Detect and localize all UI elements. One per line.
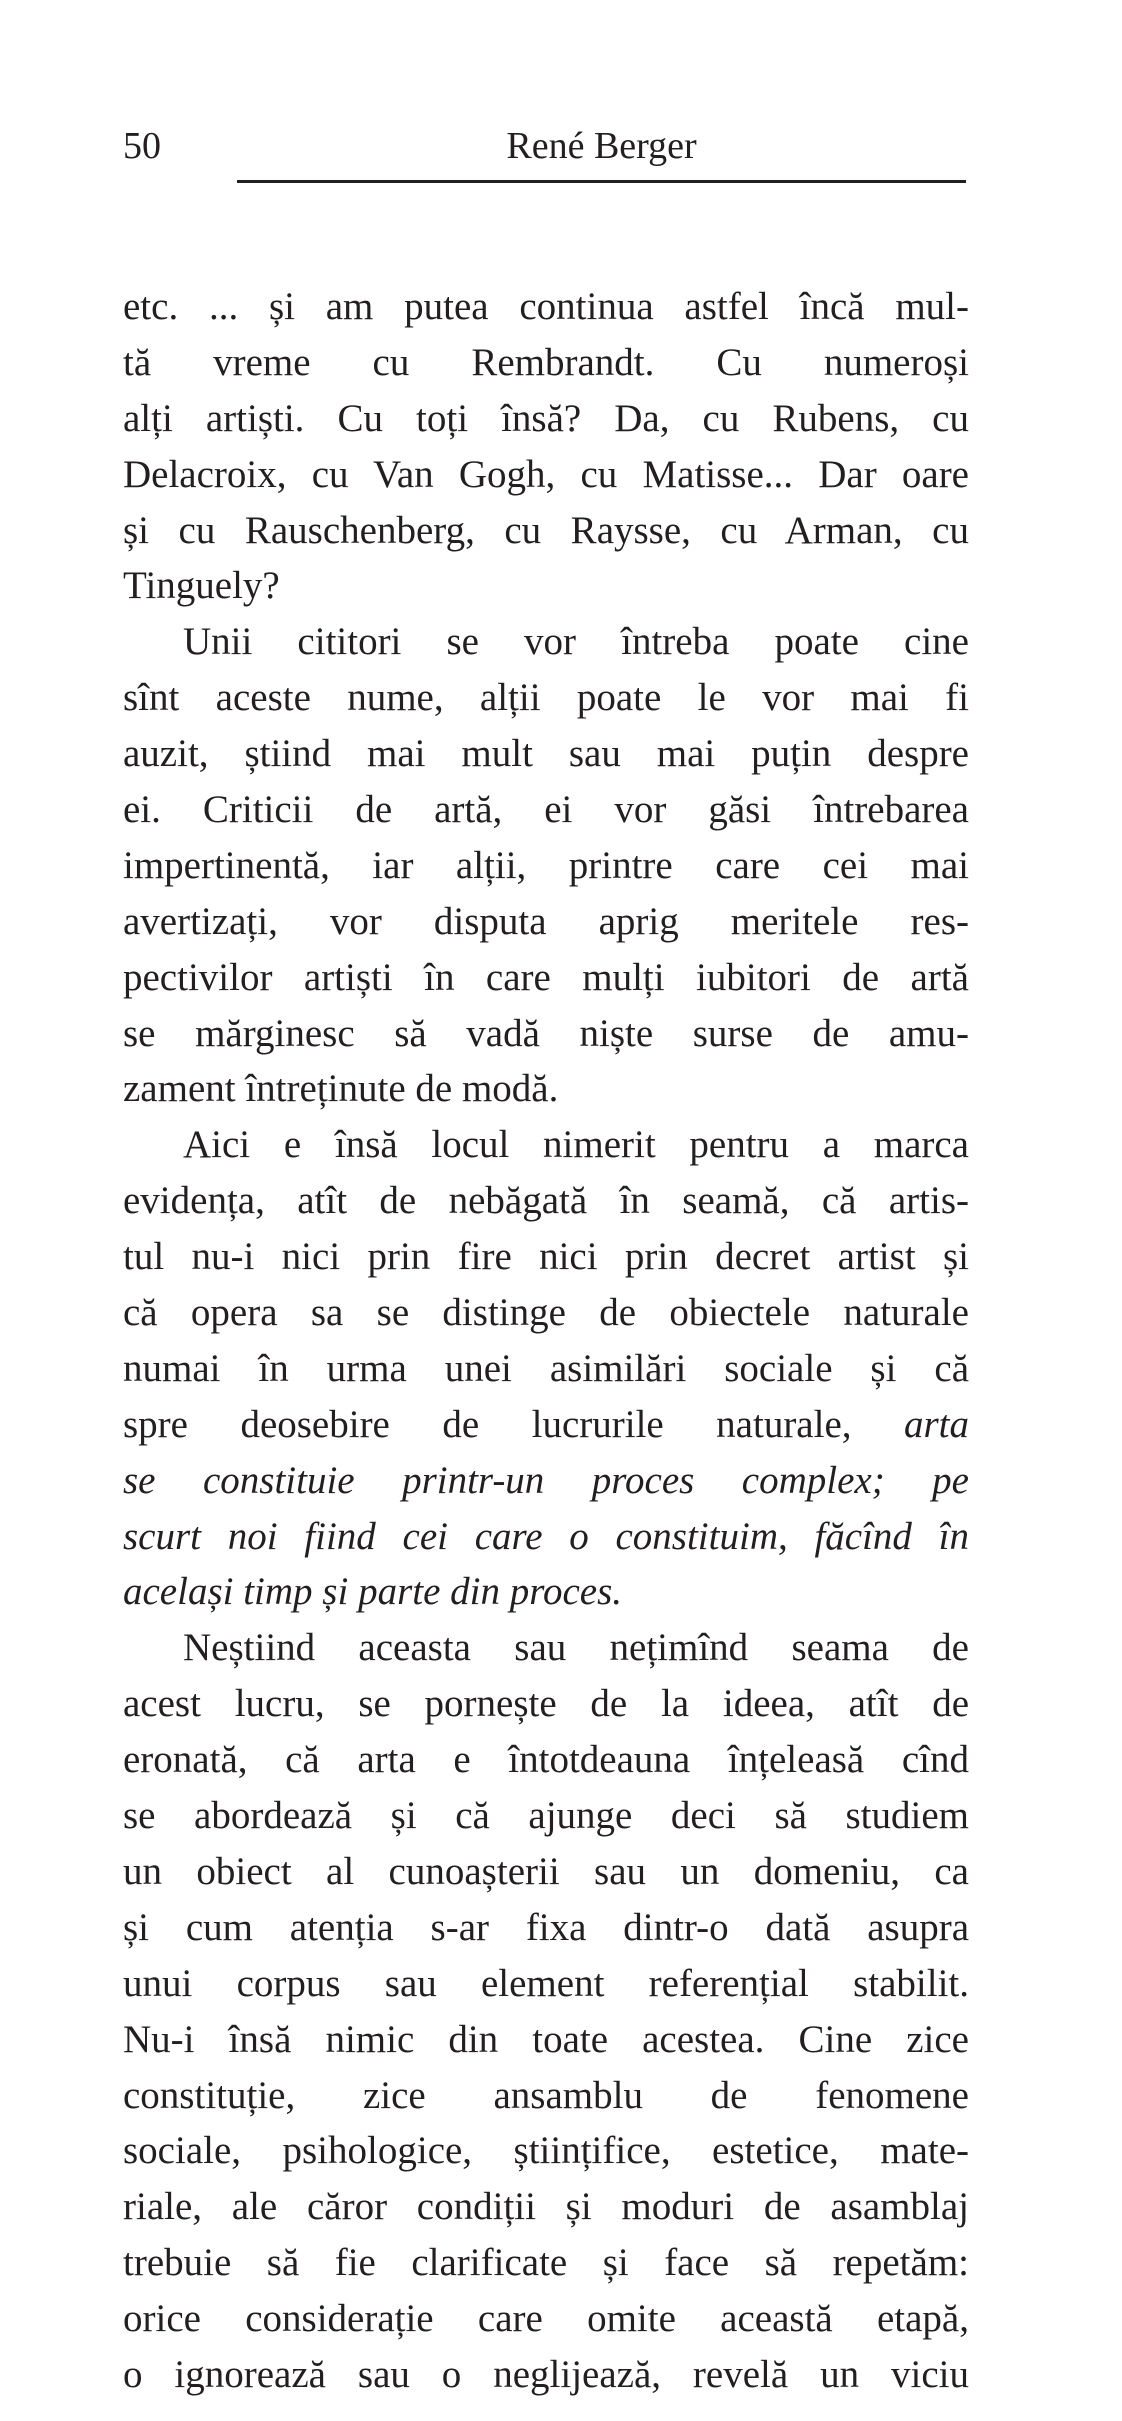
text-segment: se abordează și că ajunge deci să studiem (123, 1794, 969, 1838)
text-line (123, 894, 969, 950)
text-segment: auzit, știind mai mult sau mai puțin despre (123, 732, 969, 776)
text-segment: eronată, că arta e întotdeauna înțeleasă cînd (123, 1738, 969, 1782)
text-segment: Unii cititori se vor întreba poate cine (183, 620, 969, 664)
text-segment: Nu-i însă nimic din toate acestea. Cine zice (123, 2017, 969, 2061)
text-segment: trebuie să fie clarificate și face să repetăm: (123, 2241, 969, 2285)
text-line (123, 614, 969, 670)
page-number: 50 (123, 125, 161, 167)
text-segment: sociale, psihologice, științifice, estetice, mate- (123, 2129, 969, 2173)
text-segment: alți artiști. Cu toți însă? Da, cu Rubens, cu (123, 396, 969, 440)
text-line (123, 1620, 969, 1676)
text-segment: tul nu-i nici prin fire nici prin decret artist și (123, 1235, 969, 1279)
text-line (123, 1006, 969, 1062)
text-line (123, 1341, 969, 1397)
text-line (123, 726, 969, 782)
text-segment: spre deosebire de lucrurile naturale, (123, 1402, 904, 1446)
text-segment: și cu Rauschenberg, cu Raysse, cu Arman, cu (123, 508, 969, 552)
text-segment: și cum atenția s-ar fixa dintr-o dată asupra (123, 1905, 969, 1949)
text-segment: tă vreme cu Rembrandt. Cu numeroși (123, 340, 969, 384)
text-line (123, 950, 969, 1006)
text-line (123, 838, 969, 894)
text-segment: Delacroix, cu Van Gogh, cu Matisse... Dar oare (123, 452, 969, 496)
text-segment: numai în urma unei asimilări sociale și că (123, 1346, 969, 1390)
text-segment: ei. Criticii de artă, ei vor găsi întrebarea (123, 788, 969, 832)
text-line (123, 2235, 969, 2291)
text-segment: pectivilor artiști în care mulți iubitori de artă (123, 955, 969, 999)
text-line (123, 1956, 969, 2012)
text-segment: evidența, atît de nebăgată în seamă, că artis- (123, 1179, 969, 1223)
body-text (123, 279, 969, 2403)
text-line (123, 503, 969, 559)
text-segment: avertizați, vor disputa aprig meritele res- (123, 899, 969, 943)
text-line (123, 1397, 969, 1453)
text-line (123, 2347, 969, 2403)
text-segment: impertinentă, iar alții, printre care cei mai (123, 843, 969, 887)
paragraph (123, 279, 969, 614)
text-segment: Neștiind aceasta sau nețimînd seama de (183, 1626, 969, 1670)
paragraph (123, 1117, 969, 1620)
text-segment: zament întreținute de modă. (123, 1067, 559, 1111)
text-line (123, 1117, 969, 1173)
paragraph (123, 614, 969, 1117)
text-segment: orice considerație care omite această etapă, (123, 2297, 969, 2341)
text-segment: Tinguely? (123, 564, 280, 608)
text-line (123, 2179, 969, 2235)
text-segment: acest lucru, se pornește de la ideea, atît de (123, 1682, 969, 1726)
text-line (123, 1061, 969, 1117)
text-line (123, 1788, 969, 1844)
text-line (123, 1732, 969, 1788)
italic-text: același timp și parte din proces. (123, 1570, 623, 1614)
running-head: René Berger (506, 125, 697, 167)
text-segment: că opera sa se distinge de obiectele naturale (123, 1291, 969, 1335)
text-line (123, 1564, 969, 1620)
text-segment: constituție, zice ansamblu de fenomene (123, 2073, 969, 2117)
text-line (123, 2291, 969, 2347)
text-line (123, 279, 969, 335)
text-segment: unui corpus sau element referențial stabilit. (123, 1961, 969, 2005)
text-segment: o ignorează sau o neglijează, revelă un viciu (123, 2352, 969, 2396)
text-line (123, 1453, 969, 1509)
text-line (123, 558, 969, 614)
header-rule (237, 180, 966, 183)
italic-text: se constituie printr-un proces complex; pe (123, 1458, 969, 1502)
text-line (123, 1285, 969, 1341)
text-line (123, 2068, 969, 2124)
text-line (123, 1173, 969, 1229)
text-line (123, 1509, 969, 1565)
text-line (123, 1676, 969, 1732)
text-line (123, 447, 969, 503)
text-line (123, 1900, 969, 1956)
text-segment: riale, ale căror condiții și moduri de asamblaj (123, 2185, 969, 2229)
paragraph (123, 1620, 969, 2402)
text-line (123, 335, 969, 391)
text-line (123, 391, 969, 447)
text-segment: se mărginesc să vadă niște surse de amu- (123, 1011, 969, 1055)
text-line (123, 670, 969, 726)
text-segment: etc. ... și am putea continua astfel încă mul- (123, 285, 969, 328)
text-segment: Aici e însă locul nimerit pentru a marca (183, 1123, 969, 1167)
text-line (123, 2012, 969, 2068)
text-segment: sînt aceste nume, alții poate le vor mai fi (123, 676, 969, 720)
text-line (123, 1844, 969, 1900)
text-line (123, 2123, 969, 2179)
italic-text: arta (903, 1402, 969, 1446)
text-line (123, 782, 969, 838)
text-segment: un obiect al cunoașterii sau un domeniu, ca (123, 1849, 969, 1893)
text-line (123, 1229, 969, 1285)
italic-text: scurt noi fiind cei care o constituim, făcînd în (123, 1514, 969, 1558)
